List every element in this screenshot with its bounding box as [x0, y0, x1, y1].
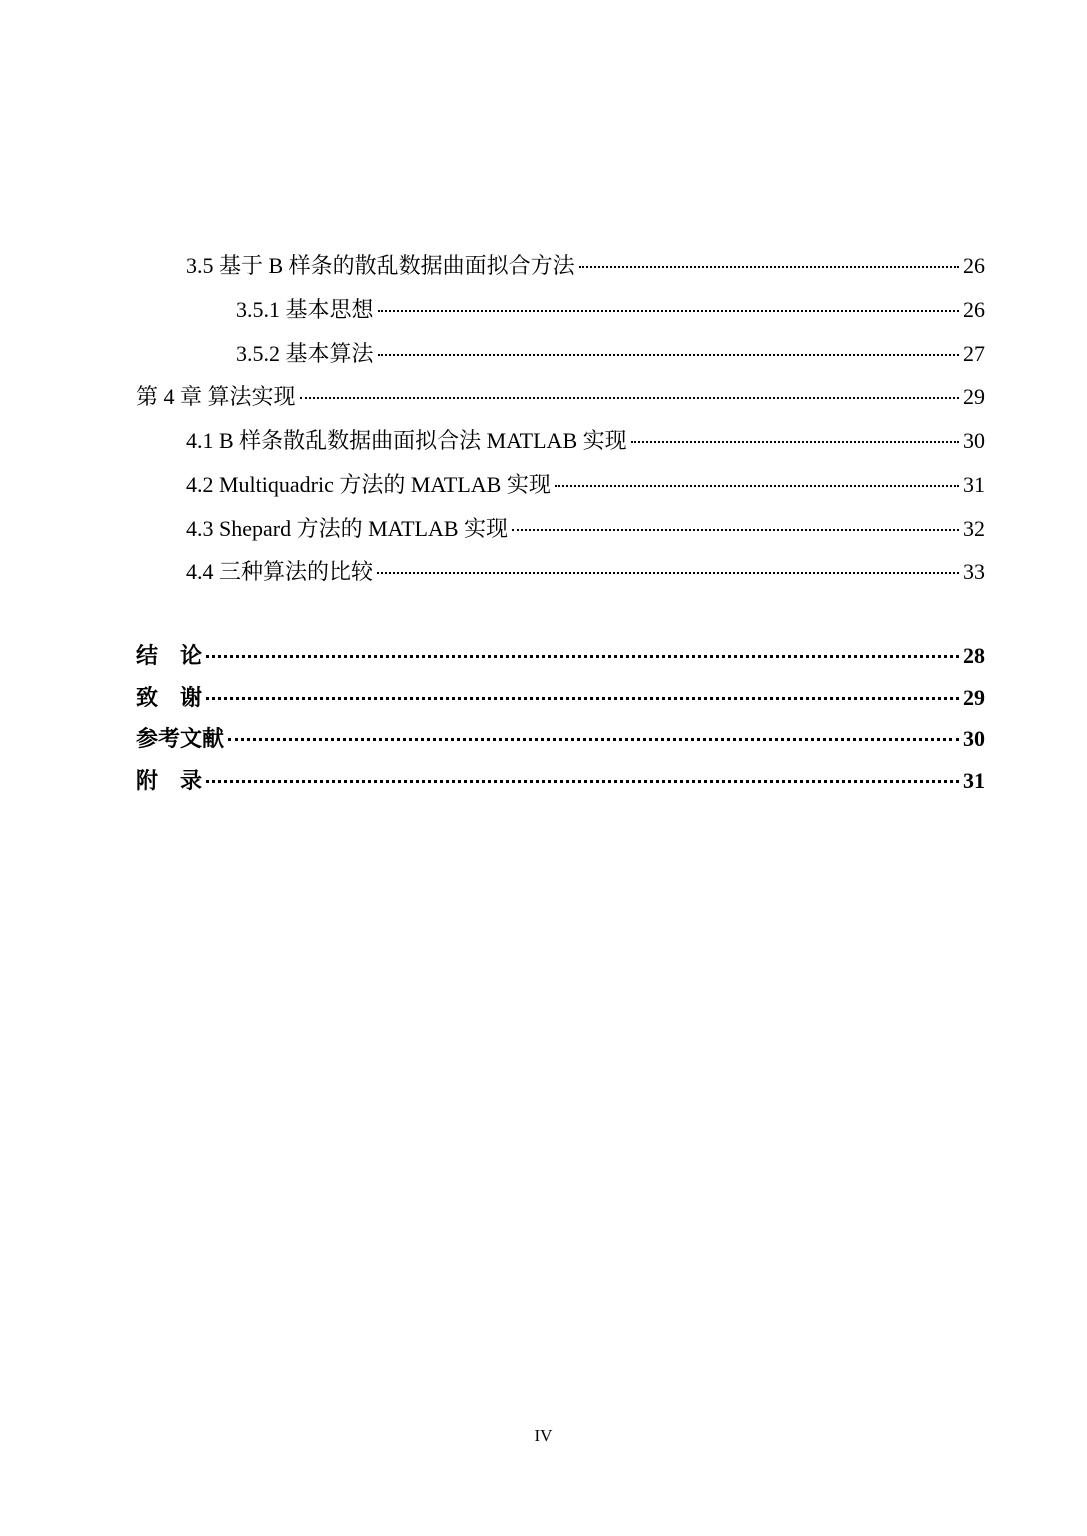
- toc-entry-references: [136, 725, 985, 753]
- toc-entry-page: 31: [963, 472, 985, 497]
- toc-dot-leader: [512, 529, 959, 531]
- toc-dot-leader: [378, 310, 959, 312]
- toc-entry-title: 第 4 章 算法实现: [136, 384, 296, 409]
- toc-entry-3-5: [186, 252, 985, 280]
- toc-entry-title: 附 录: [136, 768, 203, 793]
- toc-entry-title: 3.5.2 基本算法: [236, 341, 374, 366]
- toc-dot-leader: [631, 441, 959, 443]
- toc-dot-leader: [377, 572, 959, 574]
- toc-entry-page: 29: [963, 384, 985, 409]
- toc-dot-leader: [300, 397, 959, 399]
- toc-entry-title: 4.4 三种算法的比较: [186, 559, 374, 584]
- toc-entry-page: 26: [963, 297, 985, 322]
- toc-entry-page: 30: [963, 428, 985, 453]
- toc-entry-title: 3.5 基于 B 样条的散乱数据曲面拟合方法: [186, 253, 575, 278]
- toc-entry-page: 27: [963, 341, 985, 366]
- toc-entry-4-4: [186, 558, 985, 586]
- toc-entry-page: 33: [963, 559, 985, 584]
- page-number: IV: [534, 1426, 553, 1445]
- toc-dot-leader: [378, 354, 959, 356]
- toc-entry-4-2: [186, 471, 985, 499]
- toc-dot-leader: [579, 266, 959, 268]
- toc-entry-conclusion: [136, 642, 985, 670]
- toc-entry-page: 31: [963, 768, 985, 793]
- toc-entry-4-1: [186, 427, 985, 455]
- toc-entry-page: 26: [963, 253, 985, 278]
- toc-entry-page: 32: [963, 516, 985, 541]
- toc-entry-page: 28: [963, 643, 985, 668]
- toc-entry-page: 30: [963, 726, 985, 751]
- toc-entry-appendix: [136, 767, 985, 795]
- toc-entry-title: 结 论: [136, 643, 203, 668]
- toc-entry-title: 4.2 Multiquadric 方法的 MATLAB 实现: [186, 472, 551, 497]
- toc-entry-chapter-4: [136, 383, 985, 411]
- toc-dot-leader: [555, 485, 959, 487]
- toc-entry-title: 3.5.1 基本思想: [236, 297, 374, 322]
- toc-dot-leader: [206, 780, 959, 783]
- toc-entry-page: 29: [963, 685, 985, 710]
- toc-entry-4-3: [186, 515, 985, 543]
- toc-dot-leader: [206, 697, 959, 700]
- toc-entry-acknowledgements: [136, 684, 985, 712]
- toc-entry-title: 致 谢: [136, 685, 203, 710]
- toc-dot-leader: [228, 738, 959, 741]
- toc-dot-leader: [206, 655, 959, 658]
- toc-entry-title: 4.3 Shepard 方法的 MATLAB 实现: [186, 516, 509, 541]
- toc-entry-title: 参考文献: [136, 726, 225, 751]
- toc-entry-3-5-2: [236, 340, 985, 368]
- toc-entry-3-5-1: [236, 296, 985, 324]
- toc-entry-title: 4.1 B 样条散乱数据曲面拟合法 MATLAB 实现: [186, 428, 627, 453]
